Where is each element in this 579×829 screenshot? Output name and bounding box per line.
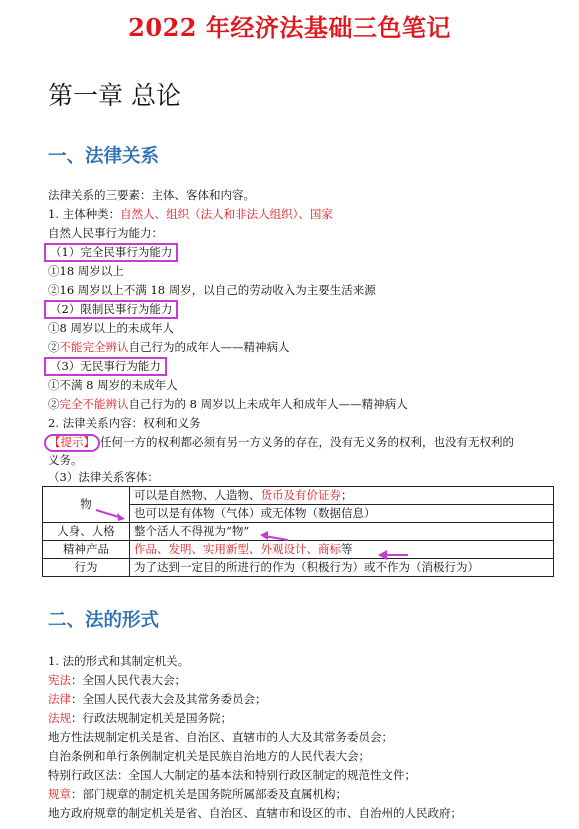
table-cell: 整个活人不得视为“物” <box>130 523 554 541</box>
table-cell <box>130 541 554 559</box>
table-row <box>43 523 554 541</box>
text-span: ② <box>48 397 60 411</box>
text-line: 自然人民事行为能力： <box>48 226 163 240</box>
tip-label: 【提示】 <box>44 434 100 452</box>
highlight-red: 作品、发明、实用新型、外观设计、商标 <box>134 542 341 556</box>
text-line <box>48 709 232 727</box>
table-cell <box>130 487 554 505</box>
text-span: ② <box>48 340 60 354</box>
highlight-red: 货币及有价证券 <box>260 488 341 502</box>
text-span: ：部门规章的制定机关是国务院所属部委及直属机构； <box>71 787 347 801</box>
text-span: 1. 主体种类： <box>48 207 121 221</box>
highlight-red: 法律 <box>48 692 71 706</box>
text-line: 自治条例和单行条例制定机关是民族自治地方的人民代表大会； <box>48 749 370 763</box>
text-span: 等 <box>341 542 353 556</box>
table-row <box>43 541 554 559</box>
text-line <box>48 690 267 708</box>
highlight-red: 自然人、组织（法人和非法人组织）、国家 <box>120 207 333 221</box>
table-cell-key: 行为 <box>43 559 130 577</box>
text-line: 地方性法规制定机关是省、自治区、直辖市的人大及其常务委员会； <box>48 730 393 744</box>
chapter-heading: 第一章 总论 <box>48 81 181 110</box>
highlight-red: 宪法 <box>48 673 71 687</box>
text-span: ：全国人民代表大会及其常务委员会； <box>71 692 267 706</box>
highlight-red: 规章 <box>48 787 71 801</box>
boxed-subheading: （1）完全民事行为能力 <box>44 243 178 262</box>
text-line: ①不满 8 周岁的未成年人 <box>48 378 178 392</box>
legal-object-table <box>42 486 554 577</box>
table-cell: 也可以是有体物（气体）或无体物（数据信息） <box>130 505 554 523</box>
highlight-red: 法规 <box>48 711 71 725</box>
highlight-red: 完全不能辨认 <box>59 397 129 411</box>
text-line: 1. 法的形式和其制定机关。 <box>48 654 190 668</box>
text-span: 自己行为的 8 周岁以上未成年人和成年人——精神病人 <box>128 397 408 411</box>
text-span: 可以是自然物、人造物、 <box>134 488 261 502</box>
text-line: 法律关系的三要素：主体、客体和内容。 <box>48 188 255 202</box>
table-cell-key: 物 <box>43 487 130 523</box>
section-heading-legal-relations: 一、法律关系 <box>48 146 160 167</box>
table-row <box>43 487 554 505</box>
text-line <box>48 243 178 262</box>
text-line <box>48 785 347 803</box>
text-line <box>48 357 167 376</box>
boxed-subheading: （3）无民事行为能力 <box>44 357 167 376</box>
text-line <box>48 671 186 689</box>
text-line <box>48 205 333 223</box>
text-span: 自己行为的成年人——精神病人 <box>128 340 290 354</box>
text-line: 2. 法律关系内容：权利和义务 <box>48 416 201 430</box>
text-line: 义务。 <box>48 453 83 467</box>
highlight-red: 不能完全辨认 <box>59 340 129 354</box>
text-line <box>48 433 514 452</box>
boxed-subheading: （2）限制民事行为能力 <box>44 300 178 319</box>
text-line: 特别行政区法：全国人大制定的基本法和特别行政区制定的规范性文件； <box>48 768 416 782</box>
text-line: （3）法律关系客体： <box>48 470 159 484</box>
table-row <box>43 559 554 577</box>
text-span: ：全国人民代表大会； <box>71 673 186 687</box>
section-heading-legal-forms: 二、法的形式 <box>48 610 160 631</box>
text-line: ②16 周岁以上不满 18 周岁，以自己的劳动收入为主要生活来源 <box>48 283 376 297</box>
text-line <box>48 395 408 413</box>
text-span: 任何一方的权利都必须有另一方义务的存在，没有无义务的权利，也没有无权利的 <box>100 435 514 449</box>
table-cell-key: 精神产品 <box>43 541 130 559</box>
table-cell: 为了达到一定目的所进行的作为（积极行为）或不作为（消极行为） <box>130 559 554 577</box>
text-line: 地方政府规章的制定机关是省、自治区、直辖市和设区的市、自治州的人民政府； <box>48 806 462 820</box>
text-span: ：行政法规制定机关是国务院； <box>71 711 232 725</box>
text-line <box>48 338 290 356</box>
text-line: ①8 周岁以上的未成年人 <box>48 321 174 335</box>
text-span: ； <box>341 488 353 502</box>
table-cell-key: 人身、人格 <box>43 523 130 541</box>
document-title: 2022 年经济法基础三色笔记 <box>128 13 451 42</box>
text-line <box>48 300 178 319</box>
text-line: ①18 周岁以上 <box>48 264 124 278</box>
